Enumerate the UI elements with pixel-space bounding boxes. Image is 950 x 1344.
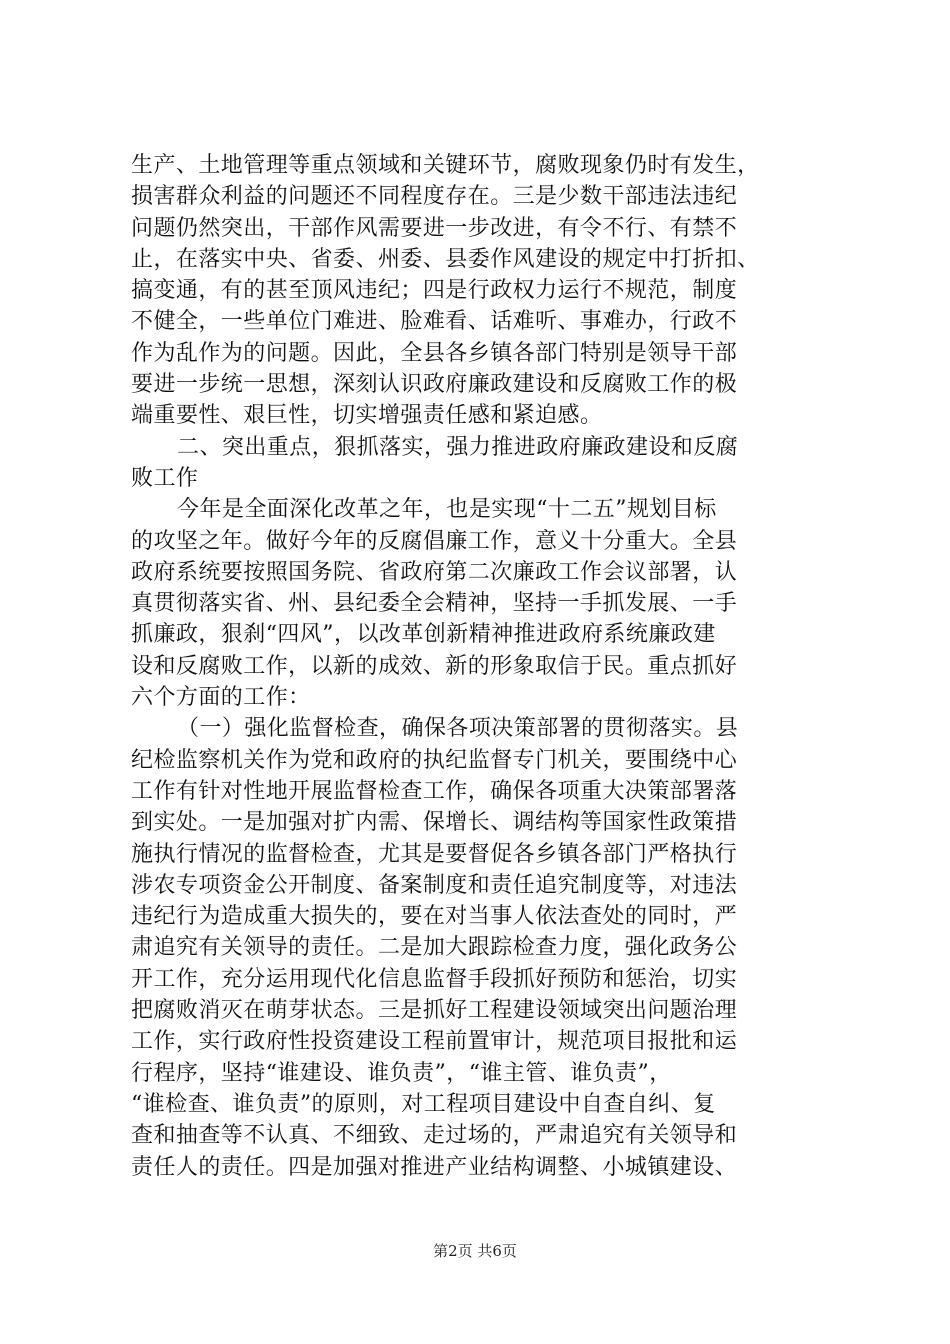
text-line: 行程序，坚持“谁建设、谁负责”，“谁主管、谁负责”， (131, 1060, 672, 1086)
text-line: 抓廉政，狠刹“四风”，以改革创新精神推进政府系统廉政建 (131, 622, 716, 648)
text-line: 的攻坚之年。做好今年的反腐倡廉工作，意义十分重大。全县 (131, 528, 738, 554)
text-line: 搞变通，有的甚至顶风违纪；四是行政权力运行不规范，制度 (131, 278, 738, 304)
text-line: 设和反腐败工作，以新的成效、新的形象取信于民。重点抓好 (131, 653, 738, 679)
text-line: 到实处。一是加强对扩内需、保增长、调结构等国家性政策措 (131, 810, 738, 836)
text-line: “谁检查、谁负责”的原则，对工程项目建设中自查自纠、复 (131, 1091, 716, 1117)
text-line: 责任人的责任。四是加强对推进产业结构调整、小城镇建设、 (131, 1154, 738, 1180)
text-line: 要进一步统一思想，深刻认识政府廉政建设和反腐败工作的极 (131, 372, 738, 398)
text-line: 纪检监察机关作为党和政府的执纪监督专门机关，要围绕中心 (131, 747, 738, 773)
text-line: 六个方面的工作： (131, 685, 311, 711)
text-line: 施执行情况的监督检查，尤其是要督促各乡镇各部门严格执行 (131, 841, 738, 867)
text-line: 真贯彻落实省、州、县纪委全会精神，坚持一手抓发展、一手 (131, 591, 738, 617)
text-line: 问题仍然突出，干部作风需要进一步改进，有令不行、有禁不 (131, 215, 738, 241)
text-line: 止，在落实中央、省委、州委、县委作风建设的规定中打折扣、 (131, 246, 760, 272)
text-line: 工作有针对性地开展监督检查工作，确保各项重大决策部署落 (131, 778, 738, 804)
text-line: 涉农专项资金公开制度、备案制度和责任追究制度等，对违法 (131, 872, 738, 898)
paragraph-first-line: 今年是全面深化改革之年，也是实现“十二五”规划目标 (177, 497, 717, 523)
paragraph-first-line: （一）强化监督检查，确保各项决策部署的贯彻落实。县 (177, 716, 739, 742)
text-line: 工作，实行政府性投资建设工程前置审计，规范项目报批和运 (131, 1029, 738, 1055)
text-line: 肃追究有关领导的责任。二是加大跟踪检查力度，强化政务公 (131, 935, 738, 961)
text-line: 生产、土地管理等重点领域和关键环节，腐败现象仍时有发生， (131, 153, 760, 178)
text-line: 政府系统要按照国务院、省政府第二次廉政工作会议部署，认 (131, 559, 738, 585)
paragraph-first-line: 二、突出重点，狠抓落实，强力推进政府廉政建设和反腐 (177, 434, 739, 460)
text-line: 查和抽查等不认真、不细致、走过场的，严肃追究有关领导和 (131, 1123, 738, 1149)
text-line: 开工作，充分运用现代化信息监督手段抓好预防和惩治，切实 (131, 966, 738, 992)
text-line: 违纪行为造成重大损失的，要在对当事人依法查处的同时，严 (131, 904, 738, 930)
document-body (131, 150, 831, 1183)
text-line: 作为乱作为的问题。因此，全县各乡镇各部门特别是领导干部 (131, 340, 738, 366)
text-line: 不健全，一些单位门难进、脸难看、话难听、事难办，行政不 (131, 309, 738, 335)
text-line: 端重要性、艰巨性，切实增强责任感和紧迫感。 (131, 403, 603, 429)
text-line: 损害群众利益的问题还不同程度存在。三是少数干部违法违纪 (131, 184, 738, 210)
page-footer: 第2页 共6页 (433, 1242, 517, 1260)
text-line: 把腐败消灭在萌芽状态。三是抓好工程建设领域突出问题治理 (131, 998, 738, 1024)
text-line: 败工作 (131, 465, 199, 491)
